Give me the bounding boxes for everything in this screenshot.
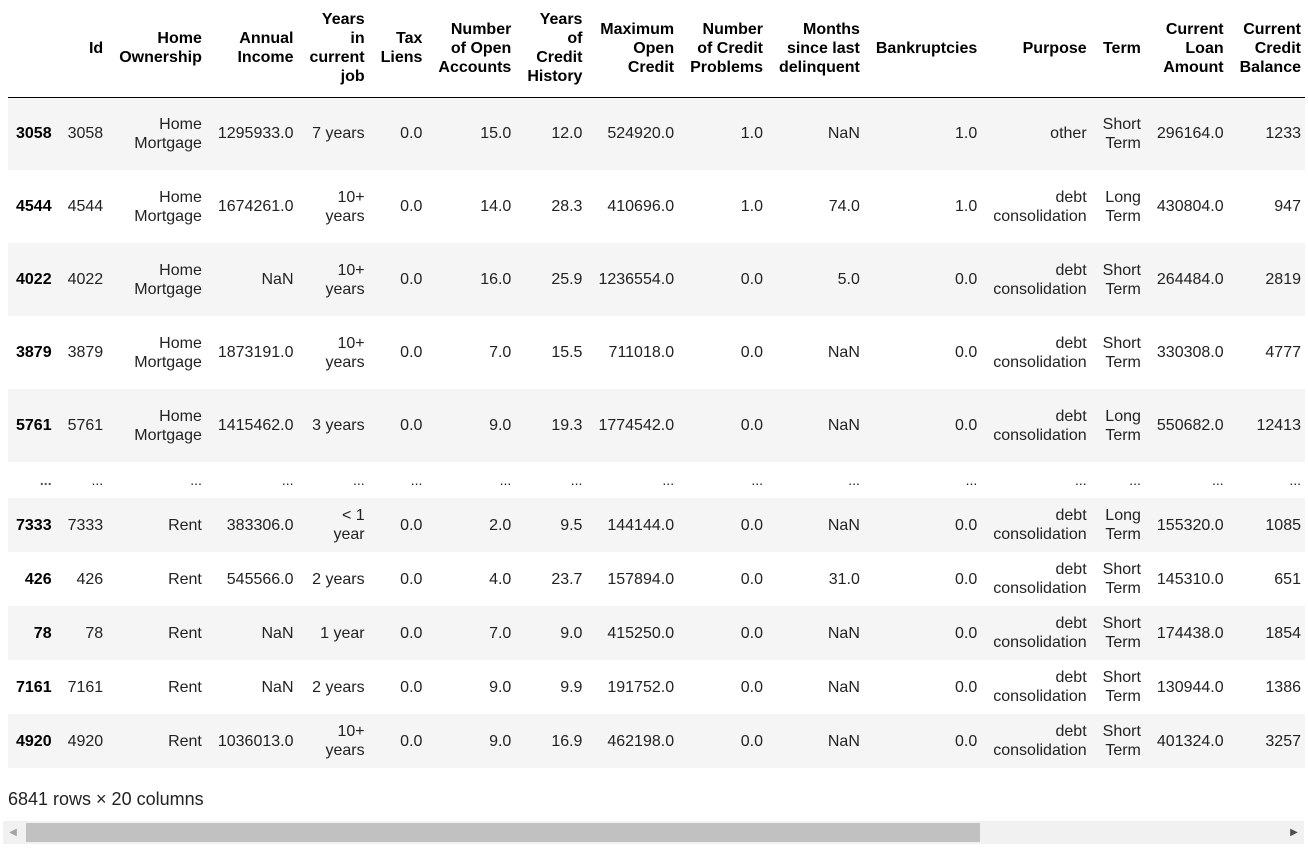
table-cell: 4777: [1265, 344, 1301, 361]
table-cell: 415250.0: [607, 624, 675, 642]
table-cell: Short Term: [1102, 561, 1141, 597]
table-cell: Rent: [168, 678, 202, 696]
column-header: Current Credit Balance: [1232, 0, 1305, 97]
table-cell: Rent: [168, 624, 202, 642]
table-cell: NaN: [261, 271, 294, 288]
index-header: [8, 0, 60, 97]
table-cell: 0.0: [955, 732, 978, 750]
table-cell: 10+ years: [325, 723, 365, 759]
column-header: Years of Credit History: [519, 0, 590, 97]
table-cell: 0.0: [955, 271, 978, 288]
table-cell: 1036013.0: [217, 732, 294, 750]
row-index: ...: [39, 471, 52, 488]
table-cell: 1386: [1265, 678, 1301, 696]
table-cell: 2819: [1265, 271, 1301, 288]
table-row: [8, 714, 1305, 768]
table-cell: 524920.0: [607, 125, 675, 143]
table-cell: 74.0: [828, 198, 860, 215]
table-cell: NaN: [827, 624, 860, 642]
table-cell: 0.0: [955, 344, 978, 361]
row-index: 5761: [16, 417, 52, 434]
table-cell: ...: [499, 471, 512, 488]
table-cell: 545566.0: [226, 570, 294, 588]
row-index: 7161: [16, 678, 52, 696]
table-cell: Home Mortgage: [134, 188, 202, 225]
column-header: Purpose: [985, 0, 1094, 97]
dataframe-shape: 6841 rows × 20 columns: [8, 789, 204, 809]
table-cell: Short Term: [1102, 669, 1141, 705]
table-cell: 1.0: [955, 198, 978, 215]
table-row: [8, 389, 1305, 462]
table-cell: 462198.0: [607, 732, 675, 750]
table-row: [8, 552, 1305, 606]
table-cell: 0.0: [400, 417, 423, 434]
scrollbar-thumb[interactable]: [26, 823, 980, 842]
column-header: Term: [1095, 0, 1149, 97]
table-cell: 0.0: [955, 516, 978, 534]
table-cell: Short Term: [1102, 615, 1141, 651]
table-cell: debt consolidation: [993, 407, 1087, 444]
table-cell: 1.0: [740, 198, 763, 215]
table-cell: 1873191.0: [217, 344, 294, 361]
table-cell: 31.0: [828, 570, 860, 588]
table-cell: 0.0: [740, 678, 763, 696]
table-cell: 4.0: [489, 570, 512, 588]
table-cell: 16.9: [551, 732, 583, 750]
table-cell: NaN: [827, 516, 860, 534]
table-cell: 0.0: [400, 125, 423, 143]
table-cell: 0.0: [740, 570, 763, 588]
table-cell: 1085: [1265, 516, 1301, 534]
table-cell: ...: [1074, 471, 1087, 488]
table-cell: 191752.0: [607, 678, 675, 696]
table-cell: < 1 year: [333, 507, 365, 543]
table-cell: NaN: [261, 678, 294, 696]
table-cell: 0.0: [400, 570, 423, 588]
table-cell: 401324.0: [1156, 732, 1224, 750]
table-cell: 9.9: [560, 678, 583, 696]
table-cell: Home Mortgage: [134, 261, 202, 298]
table-body: [8, 97, 1305, 768]
table-cell: debt consolidation: [993, 261, 1087, 298]
table-cell: 0.0: [740, 417, 763, 434]
table-cell: 3 years: [312, 417, 365, 434]
table-cell: NaN: [827, 417, 860, 434]
row-index: 3058: [16, 125, 52, 143]
column-header: Home Ownership: [111, 0, 210, 97]
table-cell: 0.0: [955, 624, 978, 642]
table-cell: 0.0: [740, 271, 763, 288]
table-cell: 711018.0: [608, 344, 675, 361]
table-cell: Home Mortgage: [134, 115, 202, 152]
table-cell: ...: [662, 471, 675, 488]
table-cell: 0.0: [955, 417, 978, 434]
table-cell: Long Term: [1105, 188, 1141, 225]
table-cell: 12413: [1256, 417, 1301, 434]
table-cell: Rent: [168, 516, 202, 534]
table-cell: 383306.0: [226, 516, 294, 534]
scroll-right-arrow-icon[interactable]: ▶: [1290, 827, 1298, 838]
table-cell: 7161: [67, 678, 104, 696]
table-cell: 12.0: [551, 125, 583, 143]
table-cell: 145310.0: [1156, 570, 1224, 588]
column-header: Id: [60, 0, 112, 97]
table-cell: 3257: [1265, 732, 1301, 750]
table-cell: 1774542.0: [598, 417, 675, 434]
table-cell: 9.0: [489, 732, 512, 750]
table-cell: 10+ years: [325, 334, 365, 371]
table-cell: debt consolidation: [993, 723, 1087, 759]
row-index: 7333: [16, 516, 52, 534]
table-cell: NaN: [827, 678, 860, 696]
row-index: 4544: [16, 198, 52, 215]
table-cell: 10+ years: [325, 188, 365, 225]
table-cell: 426: [76, 570, 104, 588]
table-cell: 4920: [67, 732, 104, 750]
row-index: 78: [33, 624, 52, 642]
table-cell: NaN: [261, 624, 294, 642]
scroll-left-arrow-icon[interactable]: ◀: [9, 827, 17, 838]
column-header: Bankruptcies: [868, 0, 985, 97]
table-cell: 7.0: [489, 344, 512, 361]
table-cell: 0.0: [400, 678, 423, 696]
table-cell: debt consolidation: [993, 669, 1087, 705]
table-cell: 7333: [67, 516, 104, 534]
table-cell: 330308.0: [1156, 344, 1224, 361]
table-cell: 9.0: [489, 417, 512, 434]
table-row: [8, 498, 1305, 552]
table-cell: 7 years: [312, 125, 365, 143]
table-cell: 9.0: [560, 624, 583, 642]
table-cell: 9.0: [489, 678, 512, 696]
table-cell: 0.0: [955, 678, 978, 696]
table-cell: 174438.0: [1156, 624, 1224, 642]
table-cell: ...: [1211, 471, 1224, 488]
row-index: 3879: [16, 344, 52, 361]
table-cell: 10+ years: [325, 261, 365, 298]
table-row: [8, 170, 1305, 243]
table-cell: ...: [965, 471, 978, 488]
table-row: [8, 660, 1305, 714]
table-cell: 2 years: [312, 570, 365, 588]
table-cell: 4544: [67, 198, 104, 215]
table-cell: 430804.0: [1156, 198, 1224, 215]
table-cell: 2 years: [312, 678, 365, 696]
table-cell: 0.0: [740, 516, 763, 534]
table-cell: ...: [281, 471, 294, 488]
table-cell: 14.0: [480, 198, 512, 215]
table-cell: 4022: [67, 271, 104, 288]
table-cell: debt consolidation: [993, 615, 1087, 651]
ellipsis-row: [8, 462, 1305, 498]
table-cell: 1415462.0: [217, 417, 294, 434]
table-cell: 1233: [1265, 125, 1301, 143]
table-cell: 1 year: [320, 624, 365, 642]
table-cell: 155320.0: [1156, 516, 1224, 534]
table-cell: NaN: [827, 125, 860, 143]
row-index: 4920: [16, 732, 52, 750]
table-cell: debt consolidation: [993, 507, 1087, 543]
table-cell: 410696.0: [607, 198, 675, 215]
table-cell: 5761: [67, 417, 104, 434]
column-header: Years in current job: [302, 0, 373, 97]
table-cell: 1.0: [740, 125, 763, 143]
table-cell: 15.0: [480, 125, 512, 143]
table-cell: Short Term: [1102, 115, 1141, 152]
table-cell: 0.0: [400, 516, 423, 534]
table-cell: 2.0: [489, 516, 512, 534]
table-cell: ...: [848, 471, 860, 488]
table-cell: 0.0: [955, 570, 978, 588]
table-cell: 0.0: [400, 732, 423, 750]
table-cell: 1295933.0: [217, 125, 294, 143]
table-cell: Home Mortgage: [134, 334, 202, 371]
table-cell: Short Term: [1102, 723, 1141, 759]
table-cell: 1236554.0: [598, 271, 675, 288]
table-cell: 28.3: [551, 198, 583, 215]
table-cell: ...: [570, 471, 583, 488]
table-cell: debt consolidation: [993, 334, 1087, 371]
table-cell: 1854: [1265, 624, 1301, 642]
table-cell: ...: [1129, 471, 1141, 488]
table-cell: Short Term: [1102, 334, 1141, 371]
table-cell: ...: [352, 471, 365, 488]
table-cell: Long Term: [1105, 407, 1141, 444]
table-row: [8, 243, 1305, 316]
table-cell: 16.0: [480, 271, 512, 288]
table-cell: 0.0: [400, 271, 423, 288]
table-cell: 1674261.0: [217, 198, 294, 215]
column-header: Annual Income: [210, 0, 302, 97]
table-cell: 264484.0: [1156, 271, 1224, 288]
table-cell: ...: [1289, 471, 1301, 488]
horizontal-scrollbar[interactable]: [3, 821, 1304, 844]
table-cell: debt consolidation: [993, 188, 1087, 225]
column-header: Number of Credit Problems: [682, 0, 771, 97]
table-cell: 157894.0: [607, 570, 675, 588]
dataframe-table: [8, 0, 1305, 768]
table-cell: Short Term: [1102, 261, 1141, 298]
table-cell: Rent: [168, 732, 202, 750]
table-row: [8, 316, 1305, 389]
column-header: Number of Open Accounts: [430, 0, 519, 97]
table-cell: NaN: [827, 344, 860, 361]
table-cell: other: [1050, 125, 1087, 143]
table-cell: 78: [85, 624, 104, 642]
table-cell: ...: [410, 471, 423, 488]
table-cell: 23.7: [551, 570, 583, 588]
table-cell: 3058: [67, 125, 104, 143]
column-header: Tax Liens: [373, 0, 431, 97]
table-cell: debt consolidation: [993, 561, 1087, 597]
table-row: [8, 97, 1305, 170]
table-cell: Home Mortgage: [134, 407, 202, 444]
column-header-row: [8, 0, 1305, 97]
table-cell: Rent: [168, 570, 202, 588]
row-index: 4022: [16, 271, 52, 288]
table-cell: 947: [1274, 198, 1301, 215]
table-cell: 25.9: [551, 271, 583, 288]
table-cell: 0.0: [740, 732, 763, 750]
table-cell: 296164.0: [1156, 125, 1224, 143]
table-cell: 144144.0: [607, 516, 675, 534]
table-cell: 7.0: [489, 624, 512, 642]
table-cell: ...: [190, 471, 202, 488]
table-cell: 15.5: [551, 344, 583, 361]
table-cell: 550682.0: [1156, 417, 1224, 434]
row-index: 426: [24, 570, 52, 588]
table-cell: ...: [751, 471, 763, 488]
table-cell: 0.0: [400, 624, 423, 642]
table-cell: 0.0: [740, 344, 763, 361]
column-header: Maximum Open Credit: [590, 0, 682, 97]
table-cell: ...: [91, 471, 104, 488]
table-cell: Long Term: [1105, 507, 1141, 543]
table-cell: 651: [1274, 570, 1301, 588]
table-cell: 19.3: [551, 417, 583, 434]
table-cell: 0.0: [740, 624, 763, 642]
column-header: Months since last delinquent: [771, 0, 868, 97]
table-cell: 5.0: [837, 271, 860, 288]
dataframe-viewport: [8, 0, 1305, 785]
table-cell: NaN: [827, 732, 860, 750]
table-cell: 9.5: [560, 516, 583, 534]
table-cell: 130944.0: [1156, 678, 1224, 696]
table-cell: 1.0: [955, 125, 978, 143]
table-row: [8, 606, 1305, 660]
table-cell: 0.0: [400, 344, 423, 361]
column-header: Current Loan Amount: [1149, 0, 1232, 97]
table-cell: 0.0: [400, 198, 423, 215]
table-cell: 3879: [67, 344, 104, 361]
